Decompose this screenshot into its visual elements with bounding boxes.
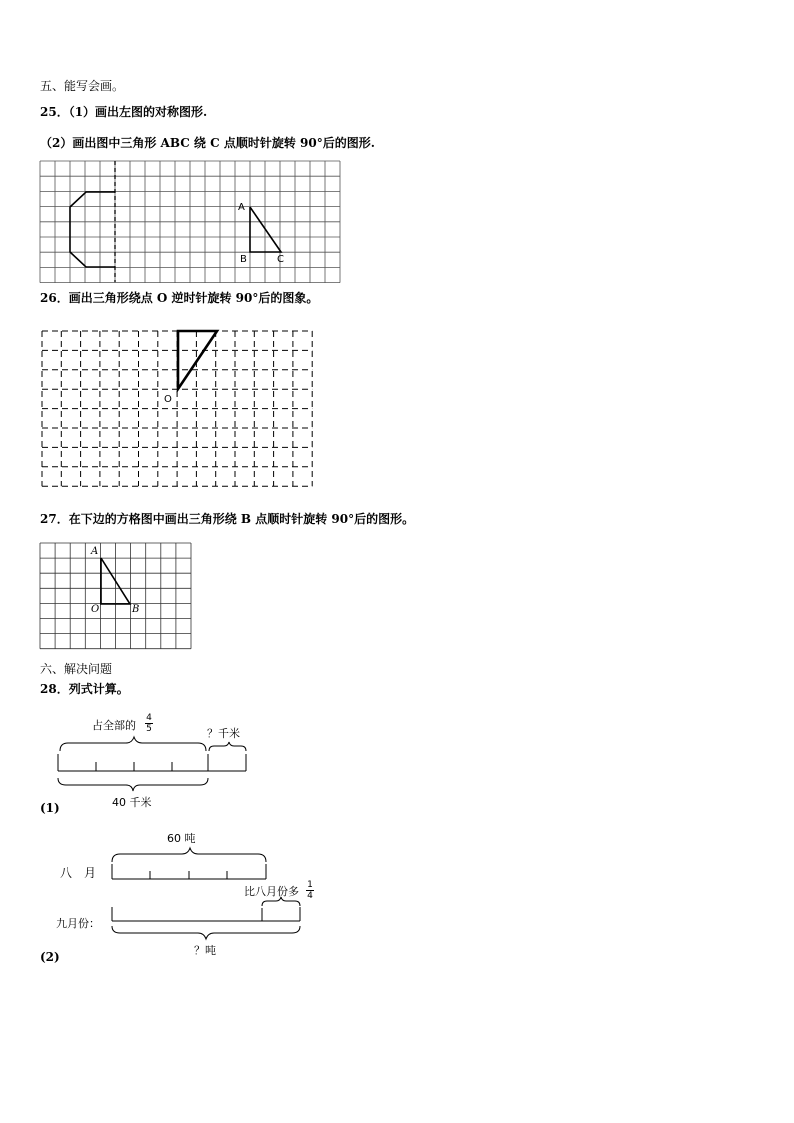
q28-2-row1-label: 八 月 — [60, 866, 97, 880]
q27-text: 27．在下边的方格图中画出三角形绕 B 点顺时针旋转 90°后的图形。 — [40, 512, 415, 526]
q25-triangle-abc — [250, 207, 281, 252]
q28-2-fraction — [306, 880, 314, 901]
q25-label-a: A — [238, 202, 245, 213]
q28-2-bottom-label: ？吨 — [194, 944, 216, 957]
q27-grid — [40, 543, 191, 649]
section-5-heading: 五、能写会画。 — [40, 79, 125, 93]
q28-1-frac-num: 4 — [146, 713, 152, 723]
q25-line2: （2）画出图中三角形 ABC 绕 C 点顺时针旋转 90°后的图形. — [40, 136, 375, 150]
q28-1-bottom-label: 40 千米 — [112, 796, 152, 809]
q28-1-question: ？千米 — [207, 727, 240, 740]
q25-label-c: C — [277, 254, 284, 265]
q27-label-o: O — [91, 604, 100, 615]
q27-label-a: A — [91, 546, 99, 557]
q28-1-number: (1) — [40, 801, 60, 815]
q28-1-bottom-brace — [58, 778, 208, 791]
q26-text: 26．画出三角形绕点 O 逆时针旋转 90°后的图象。 — [40, 291, 319, 305]
q28-1-diagram — [58, 737, 246, 791]
q28-1-top-label: 占全部的 — [92, 719, 136, 732]
q28-2-frac-den: 4 — [307, 891, 313, 901]
q28-2-top-brace — [112, 848, 266, 862]
q28-title: 28．列式计算。 — [40, 682, 129, 696]
q25-grid — [40, 161, 340, 283]
q28-2-number: (2) — [40, 950, 60, 964]
q28-1-top-brace — [60, 737, 206, 751]
q25-half-shape — [70, 192, 115, 267]
q25-label-b: B — [240, 254, 247, 265]
q28-2-frac-num: 1 — [307, 880, 313, 890]
q25-line1: 25．（1）画出左图的对称图形. — [40, 105, 208, 119]
q28-1-question-brace — [209, 742, 246, 751]
q26-label-o: O — [164, 394, 172, 405]
section-6-heading: 六、解决问题 — [40, 662, 113, 676]
q28-1-fraction — [145, 713, 153, 734]
q28-2-more-label: 比八月份多 — [244, 885, 299, 898]
q26-triangle — [178, 331, 217, 389]
q28-2-bottom-brace — [112, 926, 300, 939]
q28-1-frac-den: 5 — [146, 724, 152, 734]
q28-2-top-label: 60 吨 — [167, 832, 196, 845]
q27-label-b: B — [132, 604, 140, 615]
q28-2-row2-label: 九月份： — [56, 917, 100, 930]
